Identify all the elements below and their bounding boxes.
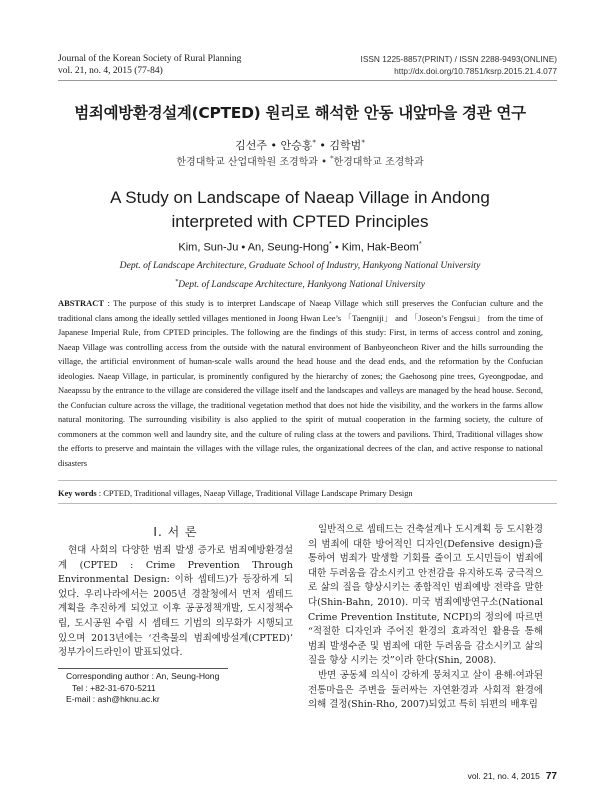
- paragraph: 반면 공동체 의식이 강하게 뭉쳐지고 살이 용해·여과된 전통마을은 주변을 둘러싸는 자연환경과 사회적 환경에 의해 결정(Shin-Rho, 2007)되었고 특히 뒤편의 배후림: [308, 669, 543, 711]
- korean-title: 범죄예방환경설계(CPTED) 원리로 해석한 안동 내앞마을 경관 연구: [74, 104, 526, 122]
- keywords: [58, 487, 543, 499]
- issn-info: [361, 53, 557, 77]
- english-affiliation: [0, 258, 600, 293]
- paragraph: 일반적으로 셉테드는 건축설계나 도시계획 등 도시환경의 범죄에 대한 방어적인 디자인(Defensive design)을 통하여 범죄가 발생할 기회를 줄이고 도시민들이 범죄에 대한 두려움을 감소시키고 안전감을 유지하도록 궁극적으로 삶의 질을 향상시키는 종합적인 범죄예방 전략을 말한다(Shin-Bahn, 2010). 미국 범죄예방연구소(National Crime Prevention Institute, NCPI)의 정의에 따르면 “적절한 디자인과 주어진 환경의 효과적인 활용을 통해 범죄 발생수준 및 범죄에 대한 두려움을 감소시키고 삶의 질을 향상 시키는 것”이라 한다(Shin, 2008).: [308, 524, 543, 667]
- correspondence-info: [58, 671, 219, 706]
- korean-authors: [0, 137, 600, 153]
- affiliation-en-line1: Dept. of Landscape Architecture, Graduate School of Industry, Hankyong National University: [119, 260, 481, 271]
- author-separator: •: [238, 241, 248, 254]
- right-column: [308, 523, 543, 713]
- keywords-divider: [58, 503, 557, 504]
- page-footer: [468, 771, 557, 782]
- author-mark: *: [418, 240, 422, 248]
- abstract-divider: [58, 480, 557, 481]
- footer-volume: vol. 21, no. 4, 2015: [467, 771, 540, 781]
- left-column: [58, 544, 293, 661]
- author-ko-1: 김선주: [235, 139, 267, 152]
- author-mark: *: [361, 137, 365, 147]
- journal-volume: vol. 21, no. 4, 2015 (77-84): [58, 66, 163, 76]
- doi-link[interactable]: http://dx.doi.org/10.7851/ksrp.2015.21.4.077: [394, 66, 557, 76]
- author-separator: •: [331, 241, 342, 254]
- corresponding-email[interactable]: E-mail : ash@hknu.ac.kr: [66, 694, 160, 704]
- author-separator: •: [266, 139, 281, 152]
- paragraph: 현대 사회의 다양한 범죄 발생 증가로 범죄예방환경설계 (CPTED : Crime Prevention Through Environmental Design: 이하 셉테드)가 등장하게 되었다. 우리나라에서는 2005년 경찰청에서 먼저 셉테드 계획을 추진하게 되었고 이후 공공정책개발, 도시정책수립, 도시공원 수립 시 셉테드 기법의 의무화가 시행되고 있으며 2013년에는 ‘건축물의 범죄예방설계(CPTED)’ 정부가이드라인이 발표되었다.: [58, 545, 293, 659]
- author-mark: *: [329, 240, 332, 248]
- english-title-line2: interpreted with CPTED Principles: [171, 212, 429, 231]
- journal-name: Journal of the Korean Society of Rural Planning: [58, 54, 242, 64]
- author-ko-2: 안승홍: [280, 139, 313, 152]
- journal-info: [58, 53, 241, 77]
- header-divider: [58, 80, 557, 81]
- affiliation-mark: *: [330, 154, 334, 163]
- keywords-label: Key words: [58, 488, 97, 498]
- author-mark: *: [312, 137, 316, 147]
- english-authors: [0, 240, 600, 254]
- corresponding-author: Corresponding author : An, Seung-Hong: [66, 671, 220, 681]
- corresponding-tel: Tel : +82-31-670-5211: [72, 682, 156, 693]
- issn-text: ISSN 1225-8857(PRINT) / ISSN 2288-9493(ONLINE): [360, 54, 557, 64]
- english-title: [0, 186, 600, 234]
- section-heading-introduction: Ⅰ. 서 론: [153, 525, 198, 539]
- author-en-1: Kim, Sun-Ju: [178, 241, 239, 254]
- abstract: [58, 296, 543, 470]
- affiliation-ko-second: 한경대학교 조경학과: [333, 157, 424, 168]
- author-en-2: An, Seung-Hong: [247, 241, 330, 254]
- abstract-label: ABSTRACT: [58, 298, 104, 308]
- author-separator: •: [315, 139, 330, 152]
- abstract-text: : The purpose of this study is to interpret Landscape of Naeap Village which still preserves the Confucian culture and the traditional clans among the ideally settled villages mentioned in Joong Hwan Lee’s 「Taengniji」 and 「Joseon’s Fengsui」 from the time of Japanese Imperial Rule, from CPTED principles. The following are the findings of this study: First, in terms of access control and zoning, Naeap Village was controlling access from the outside with the natural environment of Banbyeoncheon River and the hills surrounding the village, the artificial environment of human-scale walls around the head house and the dead ends, and the reformation by the Confucian ideologies. Naeap Village, in particular, is prominently configured by the hierarchy of zones; the Gaehosong pine trees, Gyeongpodae, and Naeapssu by the entrance to the village are considered the village itself and the landscapes and valleys are managed by the head house. Second, the Confucian culture across the village, the traditional vegetation method that does not hide the visibility, and the workers in the farms allow natural monitoring. The surrounding visibility is also applied to the spirit of mutual cooperation in the farming society, the culture of commoners at the common well and laundry site, and the culture of ruling class at the towers and pavilions. Third, Traditional villages show the efforts to preserve and maintain the villages with the village rules, the organizational decrees of the clan, and active response to national disasters: [58, 298, 543, 468]
- affiliation-en-line2: *Dept. of Landscape Architecture, Hankyong National University: [174, 278, 426, 291]
- author-en-3: Kim, Hak-Beom: [341, 241, 419, 254]
- korean-affiliation: [0, 153, 600, 168]
- keywords-text: : CPTED, Traditional villages, Naeap Village, Traditional Village Landscape Primary Design: [96, 488, 413, 498]
- author-ko-3: 김학범: [329, 139, 362, 152]
- affiliation-mark: *: [174, 278, 179, 285]
- footnote-divider: [58, 668, 228, 669]
- page-number: 77: [545, 771, 557, 782]
- english-title-line1: A Study on Landscape of Naeap Village in Andong: [110, 188, 490, 207]
- affiliation-ko-main: 한경대학교 산업대학원 조경학과 •: [176, 157, 331, 168]
